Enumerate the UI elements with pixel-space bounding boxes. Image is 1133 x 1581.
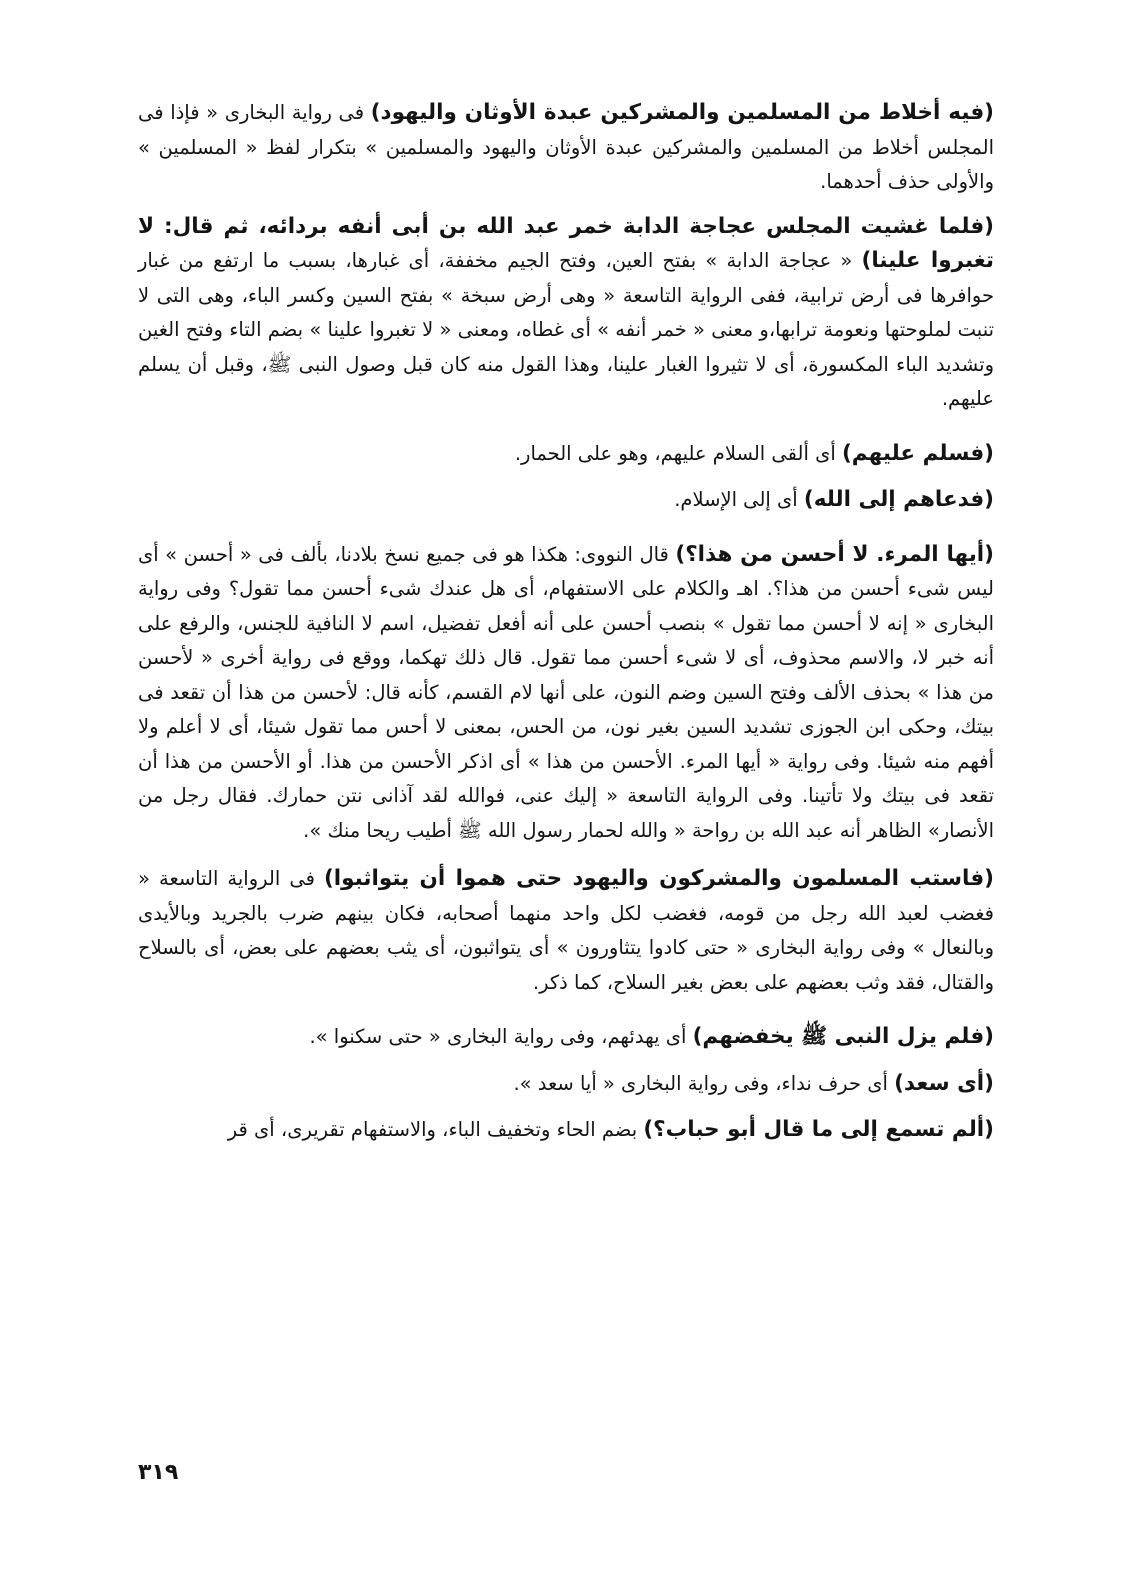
paragraph-2 [138, 210, 994, 417]
paragraph-5 [138, 538, 994, 849]
paragraph-3-body: أى ألقى السلام عليهم، وهو على الحمار. [514, 441, 842, 465]
paragraph-6-lead: (فاستب المسلمون والمشركون واليهود حتى هموا أن يتواثبوا) [323, 866, 994, 891]
paragraph-6 [138, 862, 994, 1000]
paragraph-8-body: أى حرف نداء، وفى رواية البخارى « أيا سعد ». [513, 1071, 895, 1095]
page-number: ٣١٩ [138, 1460, 179, 1485]
paragraph-7-lead: (فلم يزل النبى ﷺ يخفضهم) [692, 1024, 994, 1049]
paragraph-2-lead: (فلما غشيت المجلس عجاجة الدابة خمر عبد الله بن أبى أنفه بردائه، ثم قال: لا تغبروا علينا) [138, 213, 995, 273]
paragraph-5-body: قال النووى: هكذا هو فى جميع نسخ بلادنا، بألف فى « أحسن » أى ليس شىء أحسن من هذا؟. اهـ والكلام على الاستفهام، أى هل عندك شىء أحسن مما تقول؟ وفى رواية البخارى « إنه لا أحسن مما تقول » بنصب أحسن على أنه أفعل تفضيل، اسم لا النافية للجنس، والرفع على أنه خبر لا، والاسم محذوف، أى لا شىء أحسن مما تقول. قال ذلك تهكما، ووقع فى رواية أخرى « لأحسن من هذا » بحذف الألف وفتح السين وضم النون، على أنها لام القسم، كأنه قال: لأحسن من هذا أن تقعد فى بيتك، وحكى ابن الجوزى تشديد السين بغير نون، من الحس، بمعنى لا أحس مما تقول شيئا، أى لا أعلم ولا أفهم منه شيئا. وفى رواية « أيها المرء. الأحسن من هذا » أى اذكر الأحسن من هذا. أو الأحسن من هذا أن تقعد فى بيتك ولا تأتينا. وفى الرواية التاسعة « إليك عنى، فوالله لقد آذانى نتن حمارك. فقال رجل من الأنصار» الظاهر أنه عبد الله بن رواحة « والله لحمار رسول الله ﷺ أطيب ريحا منك ». [138, 542, 994, 842]
paragraph-7 [138, 1020, 994, 1055]
paragraph-9-body: بضم الحاء وتخفيف الباء، والاستفهام تقريرى، أى قر [227, 1118, 644, 1141]
paragraph-3 [138, 437, 994, 472]
paragraph-4 [138, 483, 994, 518]
paragraph-5-lead: (أيها المرء. لا أحسن من هذا؟) [675, 541, 994, 567]
paragraph-9 [138, 1113, 994, 1148]
paragraph-7-body: أى يهدئهم، وفى رواية البخارى « حتى سكنوا ». [309, 1025, 693, 1048]
paragraph-1-lead: (فيه أخلاط من المسلمين والمشركين عبدة الأوثان واليهود) [370, 100, 994, 125]
paragraph-6-body: فى الرواية التاسعة « فغضب لعبد الله رجل من قومه، فغضب لكل واحد منهما أصحابه، فكان بينهم ضرب بالجريد وبالأيدى وبالنعال » وفى رواية البخارى « حتى كادوا يتثاورون » أى يتواثبون، أى يثب بعضهم على بعض، أى بالسلاح والقتال، فقد وثب بعضهم على بعض بغير السلاح، كما ذكر. [138, 867, 994, 994]
paragraph-4-lead: (فدعاهم إلى الله) [803, 487, 994, 512]
paragraph-8-lead: (أى سعد) [894, 1070, 994, 1096]
paragraph-3-lead: (فسلم عليهم) [841, 440, 994, 466]
paragraph-1-body: فى رواية البخارى « فإذا فى المجلس أخلاط من المسلمين والمشركين عبدة الأوثان واليهود والمسلمين » بتكرار لفظ « المسلمين » والأولى حذف أحدهما. [138, 101, 994, 193]
paragraph-4-body: أى إلى الإسلام. [674, 488, 804, 511]
paragraph-9-lead: (ألم تسمع إلى ما قال أبو حباب؟) [643, 1117, 994, 1142]
page-text-block [138, 96, 994, 1148]
paragraph-1 [138, 96, 994, 200]
paragraph-8 [138, 1067, 994, 1102]
paragraph-2-body: « عجاجة الدابة » بفتح العين، وفتح الجيم مخففة، أى غبارها، بسبب ما ارتفع من غبار حوافرها فى أرض ترابية، ففى الرواية التاسعة « وهى أرض سبخة » بفتح السين وكسر الباء، وهى التى لا تنبت لملوحتها ونعومة ترابها،و معنى « خمر أنفه » أى غطاه، ومعنى « لا تغبروا علينا » بضم التاء وفتح الغين وتشديد الباء المكسورة، أى لا تثيروا الغبار علينا، وهذا القول منه كان قبل وصول النبى ﷺ، وقبل أن يسلم عليهم. [138, 249, 994, 410]
